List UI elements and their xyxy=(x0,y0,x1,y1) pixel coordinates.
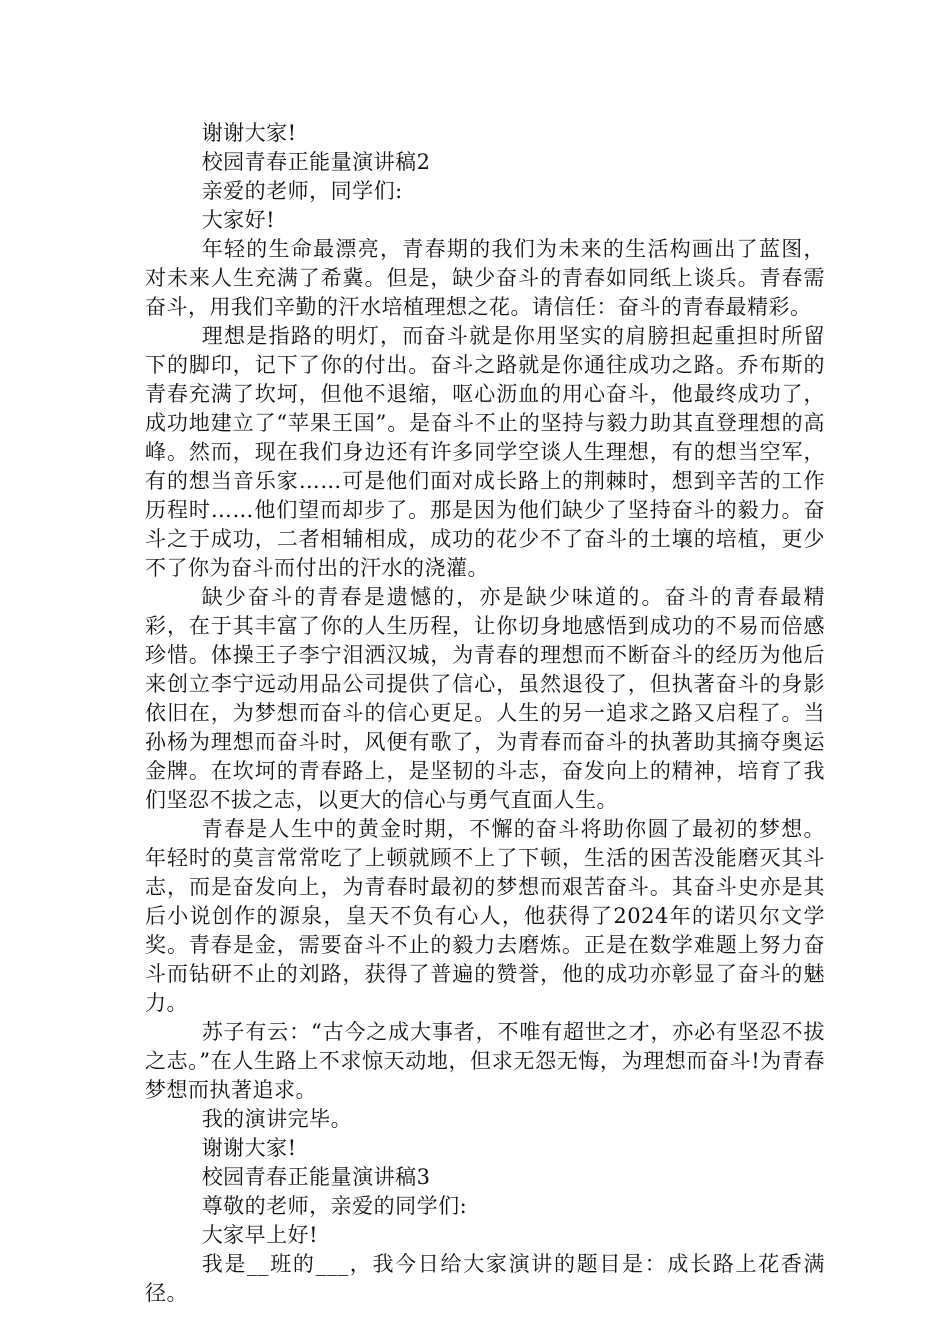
document-body xyxy=(145,119,825,1308)
speech-end: 我的演讲完毕。 xyxy=(201,1107,353,1131)
closing-thanks-1: 谢谢大家! xyxy=(201,121,297,145)
body-paragraph-4: 青春是人生中的黄金时期，不懈的奋斗将助你圆了最初的梦想。年轻时的莫言常常吃了上顿就顾不上了下顿，生活的困苦没能磨灭其斗志，而是奋发向上，为青春时最初的梦想而艰苦奋斗。其奋斗史亦是其后小说创作的源泉，皇天不负有心人，他获得了2024年的诺贝尔文学奖。青春是金，需要奋斗不止的毅力去磨炼。正是在数学难题上努力奋斗而钻研不止的刘路，获得了普遍的赞誉，他的成功亦彰显了奋斗的魅力。 xyxy=(145,817,825,1015)
body-paragraph-1: 年轻的生命最漂亮，青春期的我们为未来的生活构画出了蓝图，对未来人生充满了希冀。但是，缺少奋斗的青春如同纸上谈兵。青春需奋斗，用我们辛勤的汗水培植理想之花。请信任：奋斗的青春最精彩。 xyxy=(145,237,825,319)
body-paragraph-3: 缺少奋斗的青春是遗憾的，亦是缺少味道的。奋斗的青春最精彩，在于其丰富了你的人生历程，让你切身地感悟到成功的不易而倍感珍惜。体操王子李宁泪洒汉城，为青春的理想而不断奋斗的经历为他后来创立李宁远动用品公司提供了信心，虽然退役了，但执著奋斗的身影依旧在，为梦想而奋斗的信心更足。人生的另一追求之路又启程了。当孙杨为理想而奋斗时，风便有歌了，为青春而奋斗的执著助其摘夺奥运金牌。在坎坷的青春路上，是坚韧的斗志，奋发向上的精神，培育了我们坚忍不拔之志，以更大的信心与勇气直面人生。 xyxy=(145,585,825,812)
salutation-2: 亲爱的老师，同学们: xyxy=(201,179,403,203)
salutation-3: 尊敬的老师，亲爱的同学们: xyxy=(201,1194,468,1218)
intro-paragraph-3: 我是__班的___，我今日给大家演讲的题目是：成长路上花香满径。 xyxy=(145,1252,825,1305)
speech-title-3: 校园青春正能量演讲稿3 xyxy=(201,1165,431,1189)
greeting-3: 大家早上好! xyxy=(201,1223,319,1247)
speech-title-2: 校园青春正能量演讲稿2 xyxy=(201,150,431,174)
closing-thanks-2: 谢谢大家! xyxy=(201,1136,297,1160)
body-paragraph-5: 苏子有云：“古今之成大事者，不唯有超世之才，亦必有坚忍不拔之志。”在人生路上不求惊天动地，但求无怨无悔，为理想而奋斗!为青春梦想而执著追求。 xyxy=(145,1020,825,1102)
body-paragraph-2: 理想是指路的明灯，而奋斗就是你用坚实的肩膀担起重担时所留下的脚印，记下了你的付出。奋斗之路就是你通往成功之路。乔布斯的青春充满了坎坷，但他不退缩，呕心沥血的用心奋斗，他最终成功了，成功地建立了“苹果王国”。是奋斗不止的坚持与毅力助其直登理想的高峰。然而，现在我们身边还有许多同学空谈人生理想，有的想当空军，有的想当音乐家……可是他们面对成长路上的荆棘时，想到辛苦的工作历程时……他们望而却步了。那是因为他们缺少了坚持奋斗的毅力。奋斗之于成功，二者相辅相成，成功的花少不了奋斗的土壤的培植，更少不了你为奋斗而付出的汗水的浇灌。 xyxy=(145,324,825,580)
greeting-2: 大家好! xyxy=(201,208,276,232)
